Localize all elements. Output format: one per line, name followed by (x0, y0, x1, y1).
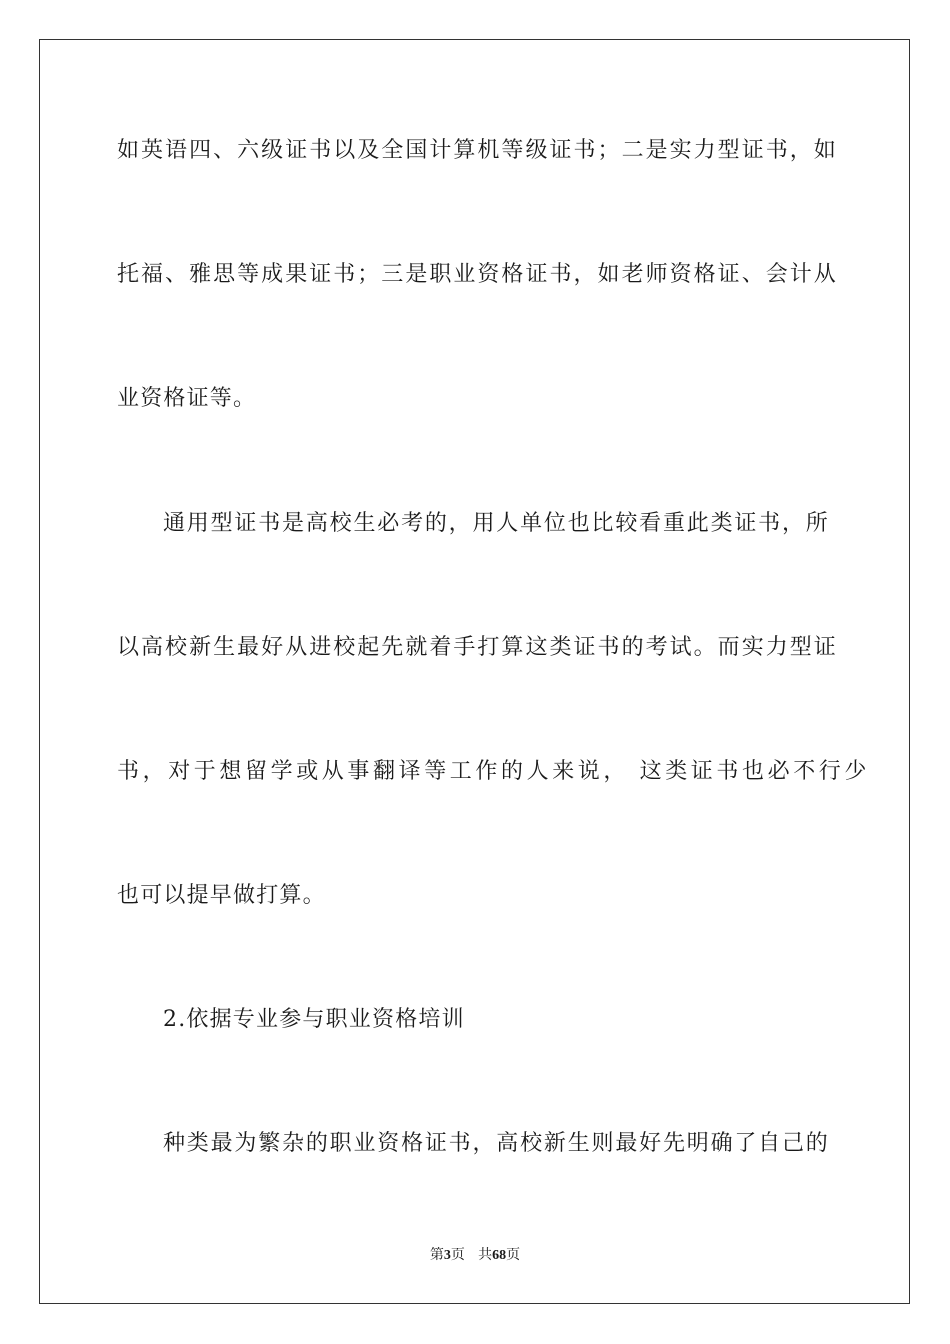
footer-total-prefix: 共 (478, 1247, 493, 1263)
page-footer (0, 1246, 950, 1265)
footer-prefix: 第 (429, 1247, 444, 1263)
text-line-5: 以高校新生最好从进校起先就着手打算这类证书的考试。而实力型证 (117, 635, 837, 660)
page-border (39, 39, 910, 1304)
text-line-2: 托福、雅思等成果证书；三是职业资格证书，如老师资格证、会计从 (117, 262, 837, 287)
footer-total-suffix: 页 (506, 1247, 521, 1263)
text-line-3: 业资格证等。 (117, 386, 257, 411)
footer-total-pages: 68 (492, 1248, 507, 1263)
text-line-4: 通用型证书是高校生必考的，用人单位也比较看重此类证书，所 (163, 511, 829, 536)
footer-page-number: 3 (443, 1248, 451, 1263)
section-heading: 2.依据专业参与职业资格培训 (163, 1007, 465, 1032)
text-line-6: 书，对于想留学或从事翻译等工作的人来说， 这类证书也必不行少 (117, 759, 870, 784)
text-line-1: 如英语四、六级证书以及全国计算机等级证书；二是实力型证书，如 (117, 138, 837, 163)
footer-page-suffix: 页 (450, 1247, 465, 1263)
text-line-9: 种类最为繁杂的职业资格证书，高校新生则最好先明确了自己的 (163, 1131, 829, 1156)
text-line-7: 也可以提早做打算。 (117, 883, 326, 908)
